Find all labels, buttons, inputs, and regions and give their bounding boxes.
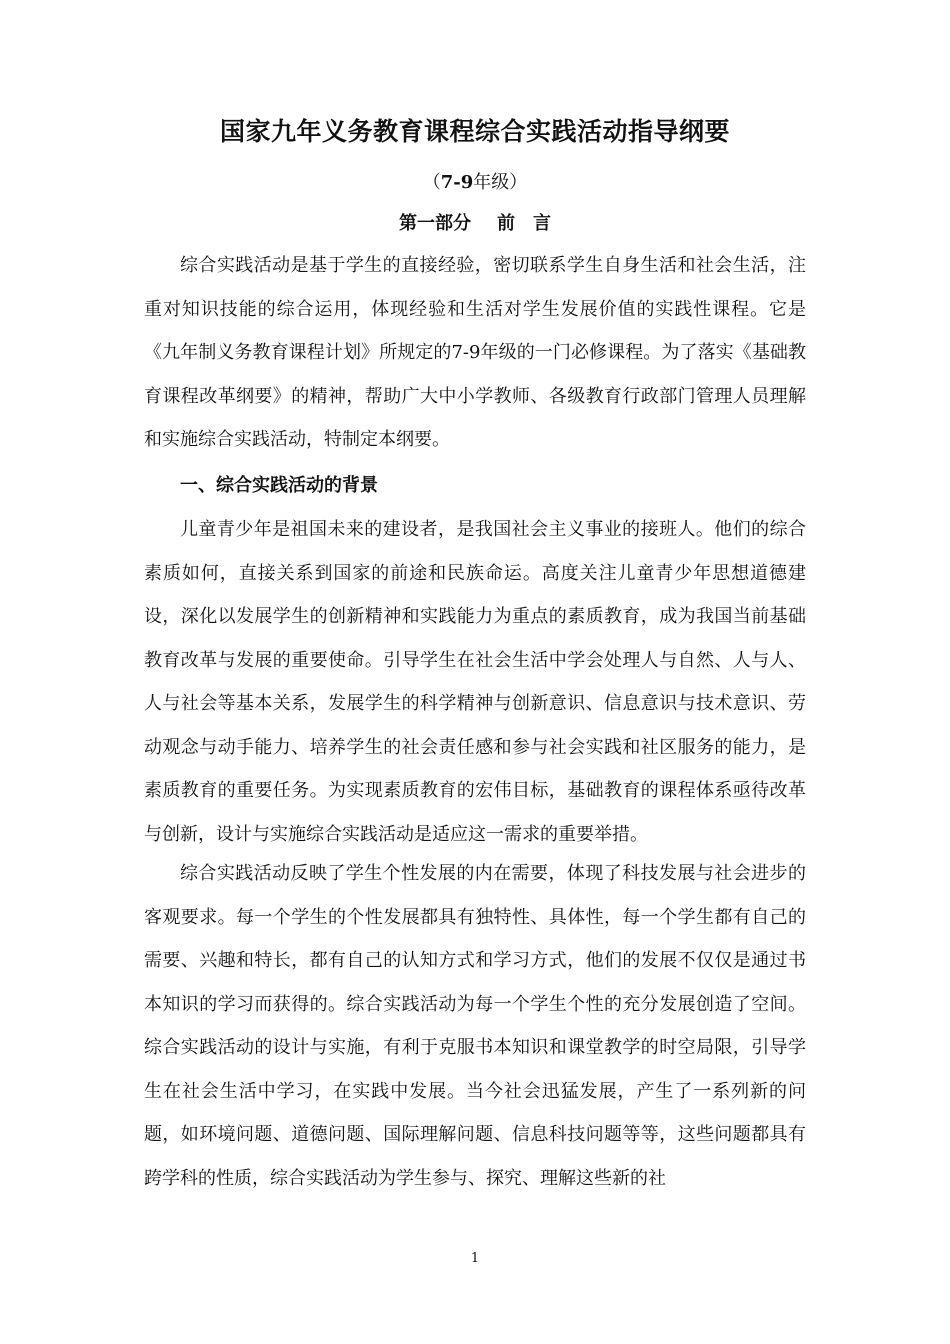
- page-number: 1: [470, 1251, 480, 1266]
- paragraph-preface: 综合实践活动是基于学生的直接经验，密切联系学生自身生活和社会生活，注重对知识技能的综合运用，体现经验和生活对学生发展价值的实践性课程。它是《九年制义务教育课程计划》所规定的7-9年级的一门必修课程。为了落实《基础教育课程改革纲要》的精神，帮助广大中小学教师、各级教育行政部门管理人员理解和实施综合实践活动，特制定本纲要。: [144, 255, 806, 450]
- grade-range: 7-9: [440, 172, 474, 193]
- paragraph-background-1: 儿童青少年是祖国未来的建设者，是我国社会主义事业的接班人。他们的综合素质如何，直接关系到国家的前途和民族命运。高度关注儿童青少年思想道德建设，深化以发展学生的创新精神和实践能力为重点的素质教育，成为我国当前基础教育改革与发展的重要使命。引导学生在社会生活中学会处理人与自然、人与人、人与社会等基本关系，发展学生的科学精神与创新意识、信息意识与技术意识、劳动观念与动手能力、培养学生的社会责任感和参与社会实践和社区服务的能力，是素质教育的重要任务。为实现素质教育的宏伟目标，基础教育的课程体系亟待改革与创新，设计与实施综合实践活动是适应这一需求的重要举措。: [144, 519, 806, 845]
- grade-subtitle: [0, 168, 950, 194]
- part-label: 第一部分: [399, 213, 471, 234]
- paragraph-background-2: 综合实践活动反映了学生个性发展的内在需要，体现了科技发展与社会进步的客观要求。每一个学生的个性发展都具有独特性、具体性，每一个学生都有自己的需要、兴趣和特长，都有自己的认知方式和学习方式，他们的发展不仅仅是通过书本知识的学习而获得的。综合实践活动为每一个学生个性的充分发展创造了空间。综合实践活动的设计与实施，有利于克服书本知识和课堂教学的时空局限，引导学生在社会生活中学习，在实践中发展。当今社会迅猛发展，产生了一系列新的问题，如环境问题、道德问题、国际理解问题、信息科技问题等等，这些问题都具有跨学科的性质，综合实践活动为学生参与、探究、理解这些新的社: [144, 863, 806, 1189]
- grade-suffix: 年级）: [473, 172, 528, 193]
- grade-prefix: （: [422, 172, 441, 193]
- section-heading-background: 一、综合实践活动的背景: [180, 475, 378, 496]
- part-word-1: 前: [497, 213, 515, 234]
- document-title: 国家九年义务教育课程综合实践活动指导纲要: [219, 117, 730, 146]
- part-word-2: 言: [533, 213, 551, 234]
- part-heading: [0, 209, 950, 235]
